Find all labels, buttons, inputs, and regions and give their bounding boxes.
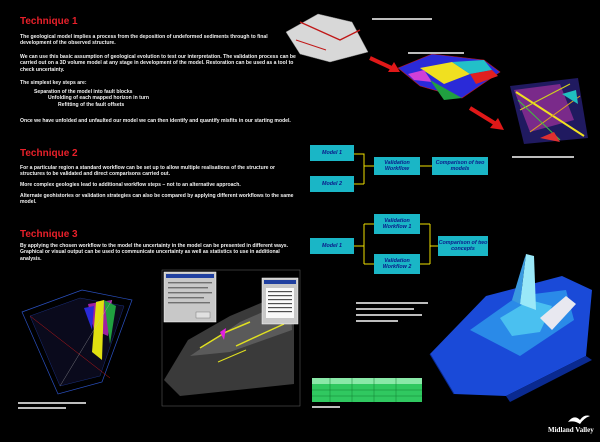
workflow-3-validation-2-box: Validation Workflow 2: [374, 254, 420, 274]
workflow-2-model-2-box: Model 2: [310, 176, 354, 192]
workflow-2-comparison-box: Comparison of two models: [432, 157, 488, 175]
midland-valley-logo-icon: [568, 416, 590, 425]
technique-1-closing: Once we have unfolded and unfaulted our model we can then identify and quantify misfits in our starting model.: [20, 118, 291, 124]
technique-1-paragraph-3: The simplest key steps are:: [20, 80, 87, 86]
technique-1-heading: Technique 1: [20, 16, 78, 27]
workflow-2-model-1-box: Model 1: [310, 145, 354, 161]
restored-surface-image: [162, 270, 300, 406]
workflow-3-comparison-box: Comparison of two concepts: [438, 236, 488, 256]
technique-2-paragraph-2: More complex geologies lead to additional workflow steps – not to an alternative approach.: [20, 182, 241, 188]
technique-3-heading: Technique 3: [20, 229, 78, 240]
misfit-plot-image: [510, 78, 588, 144]
technique-2-paragraph-1: For a particular region a standard workflow can be set up to allow multiple realisations of the structure or structures to be validated and direct comparisons carried out.: [20, 165, 276, 178]
unfolded-model-image: [398, 52, 500, 100]
technique-2-paragraph-3: Alternate geohistories or validation strategies can also be compared by applying different workflows to the same model.: [20, 193, 294, 206]
workflow-3-model-1-box: Model 1: [310, 238, 354, 254]
technique-1-paragraph-1: The geological model implies a process from the deposition of undeformed sediments through to final development of the observed structure.: [20, 34, 268, 47]
wireframe-model-image: [286, 14, 432, 62]
midland-valley-logo: Midland Valley: [548, 426, 594, 434]
technique-2-heading: Technique 2: [20, 148, 78, 159]
uncertainty-surface-image: [430, 254, 592, 402]
arrow-1-icon: [370, 58, 400, 72]
technique-1-paragraph-2: We can use this basic assumption of geological evolution to test our interpretation. The validation process can be carried out on a 3D volume model at any stage in development of the model. Restoration can be used as a tool to check uncertainty.: [20, 54, 296, 73]
step-1: Separation of the model into fault blocks: [34, 89, 133, 95]
step-2: Unfolding of each mapped horizon in turn: [48, 95, 150, 102]
workflow-3-validation-1-box: Validation Workflow 1: [374, 214, 420, 234]
arrow-2-icon: [470, 108, 504, 130]
3d-uncertainty-model-image: [18, 290, 132, 409]
technique-3-paragraph-1: By applying the chosen workflow to the model the uncertainty in the model can be presented in different ways. Graphical or visual output can be used to communicate uncertainty as well as statistics to use in additional analysis.: [20, 243, 289, 262]
statistics-table-image: [312, 378, 422, 408]
step-3: Refitting of the fault offsets: [58, 101, 125, 108]
workflow-2-validation-box: Validation Workflow: [374, 157, 420, 175]
